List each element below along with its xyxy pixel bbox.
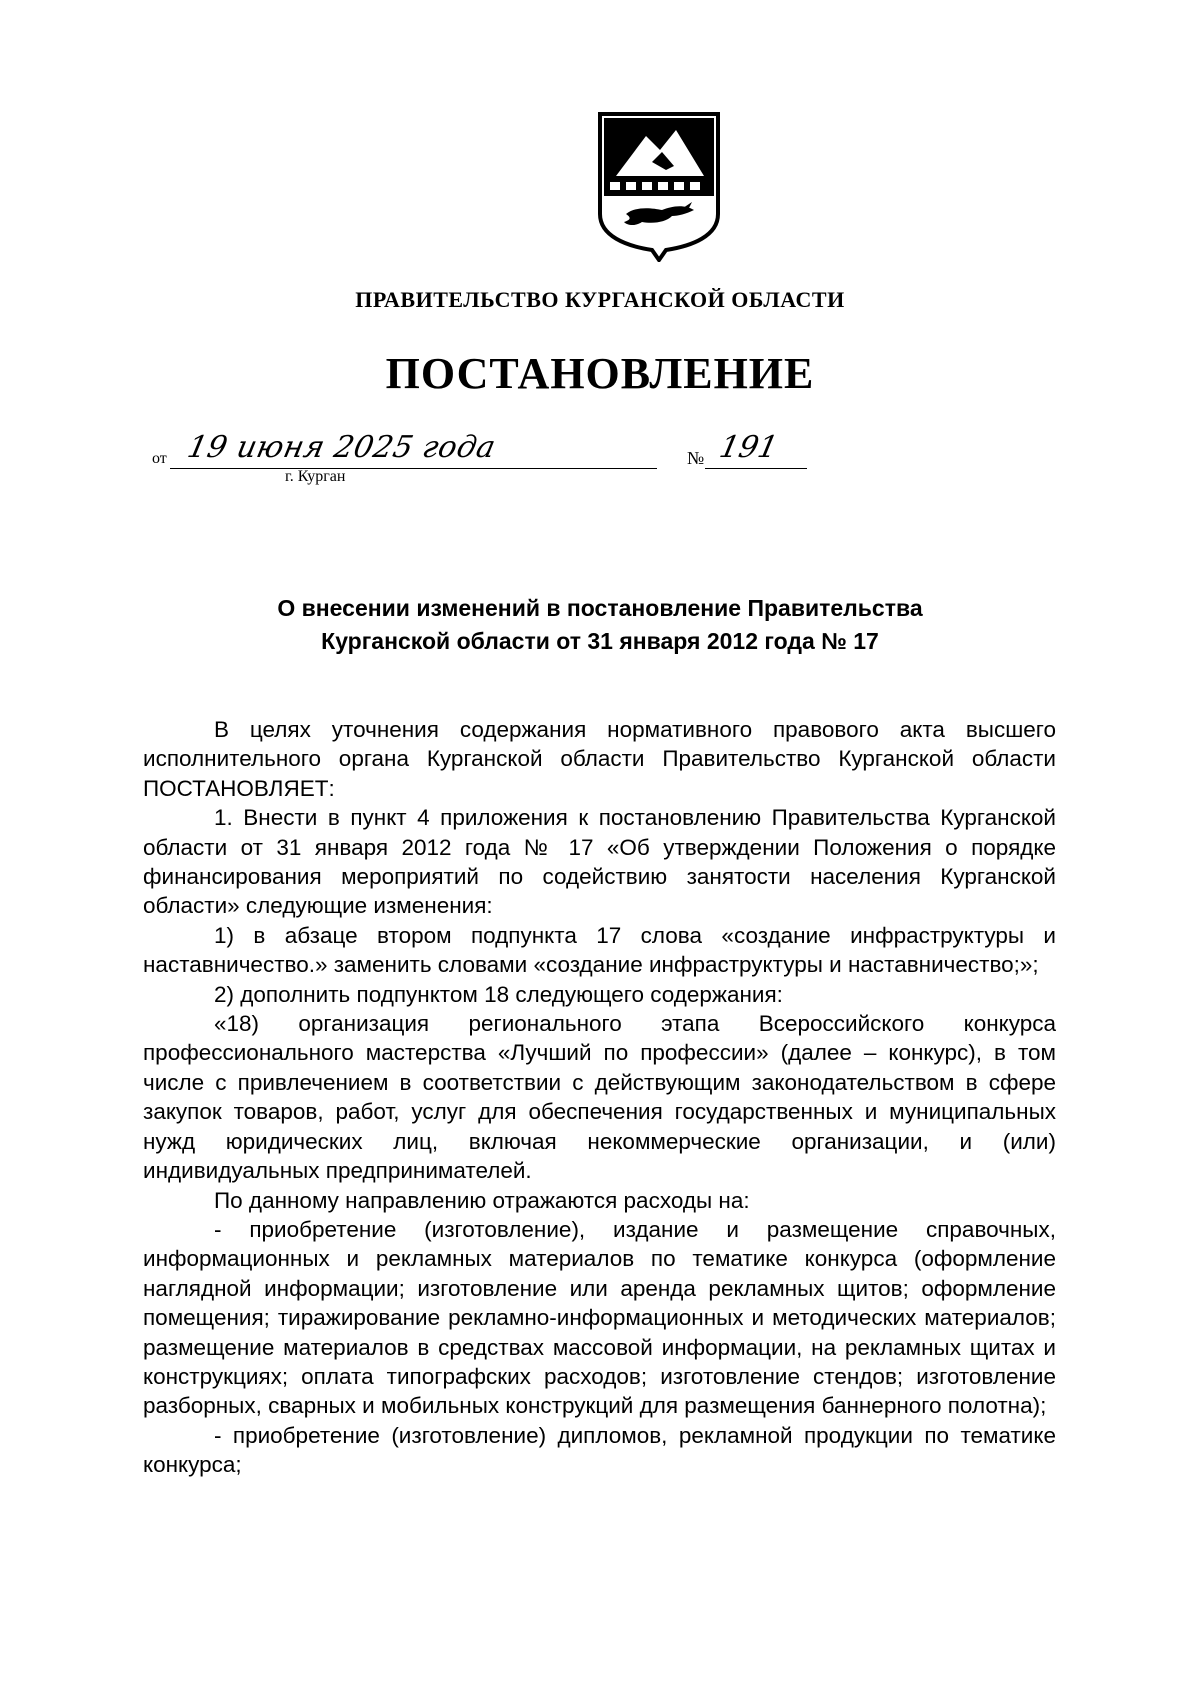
coat-of-arms-icon (596, 110, 722, 262)
handwritten-date: 19 июня 2025 года (184, 430, 499, 465)
title-line-2: Курганской области от 31 января 2012 года № 17 (321, 628, 879, 654)
document-type-heading: ПОСТАНОВЛЕНИЕ (385, 349, 815, 398)
date-prefix: от (152, 450, 167, 467)
body-paragraph-subitem-1: 1) в абзаце втором подпункта 17 слова «создание инфраструктуры и наставничество.» заменить словами «создание инфраструктуры и наставничество;»; (143, 922, 1056, 978)
government-name: ПРАВИТЕЛЬСТВО КУРГАНСКОЙ ОБЛАСТИ (355, 287, 845, 312)
number-label: № (687, 448, 705, 468)
number-underline (705, 468, 807, 469)
city-label: г. Курган (285, 468, 346, 485)
body-paragraph-expense-diplomas: - приобретение (изготовление) дипломов, рекламной продукции по тематике конкурса; (143, 1422, 1056, 1478)
body-paragraph-subitem-18: «18) организация регионального этапа Всероссийского конкурса профессионального мастерства «Лучший по профессии» (далее – конкурс), в том числе с привлечением в соответствии с действующим законодательством в сфере закупок товаров, работ, услуг для обеспечения государственных и муниципальных нужд юридических лиц, включая некоммерческие организации, и (или) индивидуальных предпринимателей. (143, 1011, 1056, 1184)
body-paragraph-subitem-2: 2) дополнить подпунктом 18 следующего содержания: (214, 981, 783, 1007)
body-paragraph-expense-materials: - приобретение (изготовление), издание и размещение справочных, информационных и рекламных материалов по тематике конкурса (оформление наглядной информации; изготовление или аренда рекламных щитов; оформление помещения; тиражирование рекламно-информационных и методических материалов; размещение материалов в средствах массовой информации, на рекламных щитах и конструкциях; оплата типографских расходов; изготовление стендов; изготовление разборных, сварных и мобильных конструкций для размещения баннерного полотна); (143, 1216, 1056, 1419)
document-title (0, 592, 1200, 658)
document-meta-line (152, 430, 781, 472)
document-body (143, 715, 1056, 1480)
body-paragraph-expenses-intro: По данному направлению отражаются расходы на: (214, 1187, 750, 1213)
body-paragraph-item-1: 1. Внести в пункт 4 приложения к постановлению Правительства Курганской области от 31 января 2012 года № 17 «Об утверждении Положения о порядке финансирования мероприятий по содействию занятости населения Курганской области» следующие изменения: (143, 805, 1056, 919)
body-paragraph-preamble: В целях уточнения содержания нормативного правового акта высшего исполнительного органа Курганской области Правительство Курганской области (143, 717, 1056, 772)
body-paragraph-resolves: ПОСТАНОВЛЯЕТ: (143, 775, 335, 801)
date-underline (170, 468, 657, 469)
title-line-1: О внесении изменений в постановление Правительства (277, 595, 923, 621)
handwritten-number: 191 (716, 430, 781, 465)
